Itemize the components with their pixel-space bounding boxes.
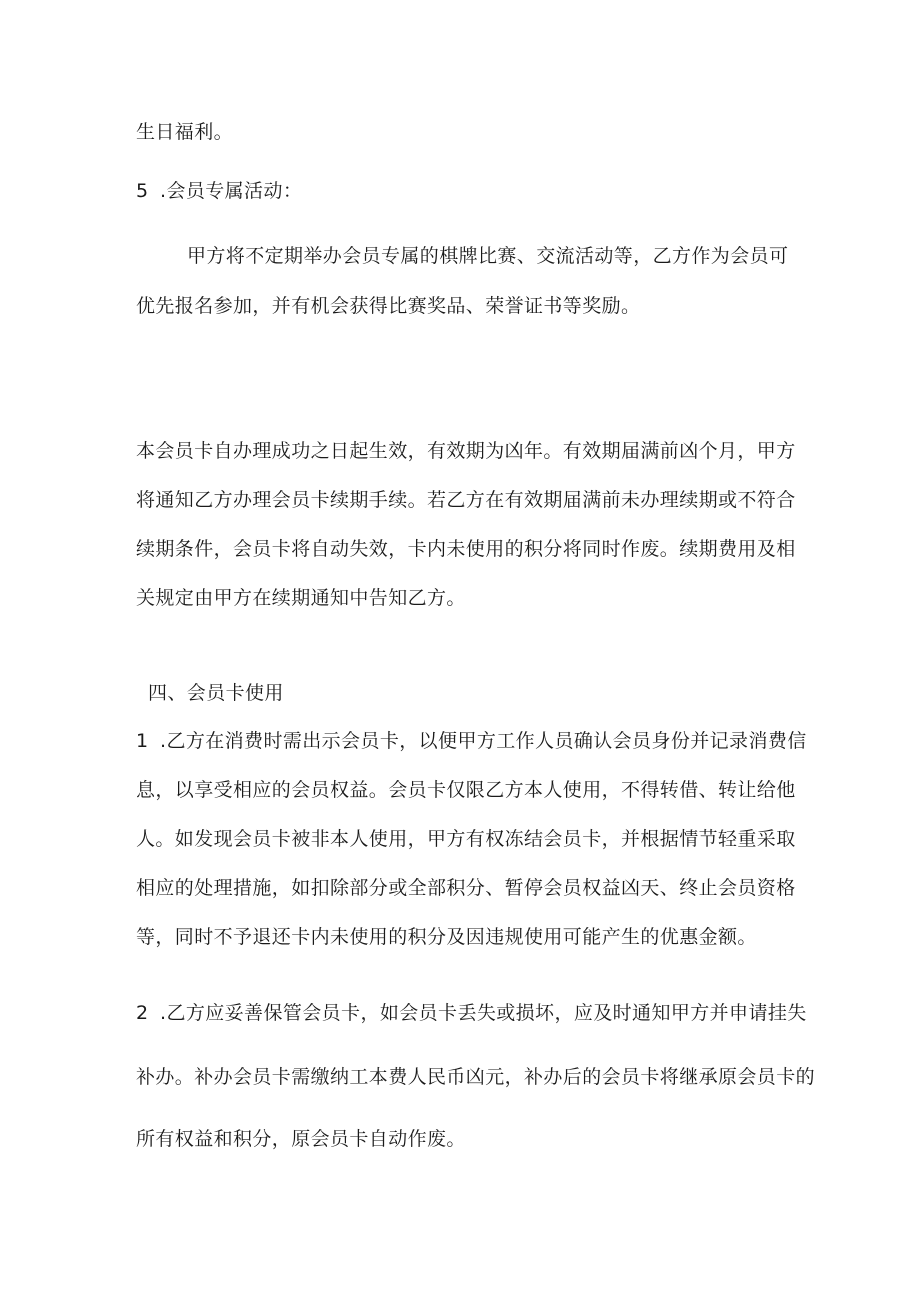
paragraph-line: 本会员卡自办理成功之日起生效，有效期为凶年。有效期届满前凶个月，甲方 <box>136 440 796 462</box>
paragraph-line: 相应的处理措施，如扣除部分或全部积分、暂停会员权益凶天、终止会员资格 <box>136 877 796 899</box>
section-heading: 四、会员卡使用 <box>148 682 284 704</box>
paragraph-line: .乙方在消费时需出示会员卡，以便甲方工作人员确认会员身份并记录消费信 <box>160 730 807 752</box>
item-number: 5 <box>136 180 149 202</box>
item-title: .会员专属活动： <box>160 180 303 202</box>
item-first-line <box>136 728 807 754</box>
paragraph-line: 人。如发现会员卡被非本人使用，甲方有权冻结会员卡，并根据情节轻重采取 <box>136 828 796 850</box>
paragraph-line: 息，以享受相应的会员权益。会员卡仅限乙方本人使用，不得转借、转让给他 <box>136 779 796 801</box>
paragraph-line: 等，同时不予退还卡内未使用的积分及因违规使用可能产生的优惠金额。 <box>136 926 757 948</box>
paragraph-line: 将通知乙方办理会员卡续期手续。若乙方在有效期届满前未办理续期或不符合 <box>136 489 796 511</box>
item-number: 1 <box>136 730 149 752</box>
paragraph-line: .乙方应妥善保管会员卡，如会员卡丢失或损坏，应及时通知甲方并申请挂失 <box>160 1002 807 1024</box>
item-number: 2 <box>136 1002 149 1024</box>
paragraph-line: 生日福利。 <box>136 121 234 143</box>
paragraph-line: 所有权益和积分，原会员卡自动作废。 <box>136 1128 466 1150</box>
paragraph-line: 甲方将不定期举办会员专属的棋牌比赛、交流活动等，乙方作为会员可 <box>187 245 789 267</box>
paragraph-line: 续期条件，会员卡将自动失效，卡内未使用的积分将同时作废。续期费用及相 <box>136 538 796 560</box>
item-heading <box>136 178 302 204</box>
paragraph-line: 关规定由甲方在续期通知中告知乙方。 <box>136 587 466 609</box>
paragraph-line: 优先报名参加，并有机会获得比赛奖品、荣誉证书等奖励。 <box>136 295 641 317</box>
item-first-line <box>136 1000 807 1026</box>
paragraph-line: 补办。补办会员卡需缴纳工本费人民币凶元，补办后的会员卡将继承原会员卡的 <box>136 1066 816 1088</box>
